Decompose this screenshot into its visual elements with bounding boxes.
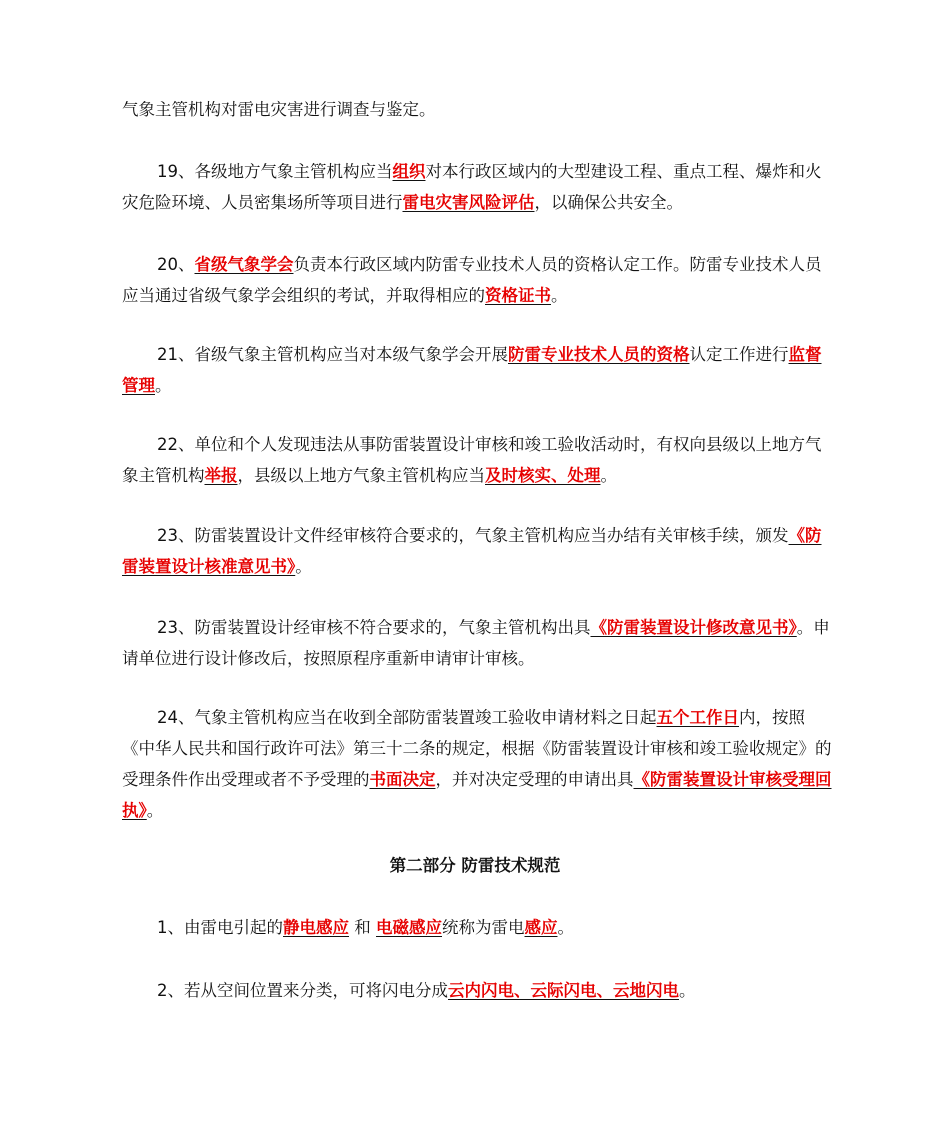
answer-five-working-days: 五个工作日: [656, 708, 739, 727]
item-1: 1、由雷电引起的静电感应 和 电磁感应统称为雷电感应。: [157, 918, 574, 937]
section-heading: 第二部分 防雷技术规范: [389, 856, 561, 875]
answer-verify-handle: 及时核实、处理: [485, 466, 601, 485]
answer-modification-opinion: 《防雷装置设计修改意见书》: [590, 618, 797, 637]
answer-risk-assessment: 雷电灾害风险评估: [402, 193, 535, 212]
answer-organize: 组织: [392, 162, 426, 181]
answer-supervision: 监督管理: [122, 345, 822, 395]
paragraph-22: 22、单位和个人发现违法从事防雷装置设计审核和竣工验收活动时，有权向县级以上地方气象主管机构举报，县级以上地方气象主管机构应当及时核实、处理。: [122, 435, 822, 485]
paragraph-23a: 23、防雷装置设计文件经审核符合要求的，气象主管机构应当办结有关审核手续，颁发《防雷装置设计核准意见书》。: [122, 526, 822, 576]
paragraph-19: 19、各级地方气象主管机构应当组织对本行政区域内的大型建设工程、重点工程、爆炸和火灾危险环境、人员密集场所等项目进行雷电灾害风险评估，以确保公共安全。: [122, 162, 822, 212]
paragraph-intro: 气象主管机构对雷电灾害进行调查与鉴定。: [122, 100, 436, 119]
paragraph-23b: 23、防雷装置设计经审核不符合要求的，气象主管机构出具《防雷装置设计修改意见书》。申请单位进行设计修改后，按照原程序重新申请审计审核。: [122, 618, 830, 668]
answer-staff-qualification: 防雷专业技术人员的资格: [508, 345, 690, 364]
paragraph-21: 21、省级气象主管机构应当对本级气象学会开展防雷专业技术人员的资格认定工作进行监督管理。: [122, 345, 822, 395]
item-2: 2、若从空间位置来分类，可将闪电分成云内闪电、云际闪电、云地闪电。: [157, 981, 696, 1000]
answer-induction: 感应: [524, 918, 558, 937]
answer-electrostatic-induction: 静电感应: [283, 918, 349, 937]
answer-acceptance-receipt: 《防雷装置设计审核受理回执》: [122, 770, 832, 820]
answer-electromagnetic-induction: 电磁感应: [376, 918, 442, 937]
answer-report: 举报: [204, 466, 238, 485]
answer-lightning-types: 云内闪电、云际闪电、云地闪电: [448, 981, 679, 1000]
answer-provincial-society: 省级气象学会: [194, 255, 294, 274]
paragraph-24: 24、气象主管机构应当在收到全部防雷装置竣工验收申请材料之日起五个工作日内，按照《中华人民共和国行政许可法》第三十二条的规定，根据《防雷装置设计审核和竣工验收规定》的受理条件作出受理或者不予受理的书面决定，并对决定受理的申请出具《防雷装置设计审核受理回执》。: [122, 708, 832, 820]
answer-written-decision: 书面决定: [369, 770, 436, 789]
answer-qualification-certificate: 资格证书: [485, 286, 551, 305]
paragraph-20: 20、省级气象学会负责本行政区域内防雷专业技术人员的资格认定工作。防雷专业技术人员应当通过省级气象学会组织的考试，并取得相应的资格证书。: [122, 255, 822, 305]
answer-approval-opinion: 《防雷装置设计核准意见书》: [122, 526, 822, 576]
